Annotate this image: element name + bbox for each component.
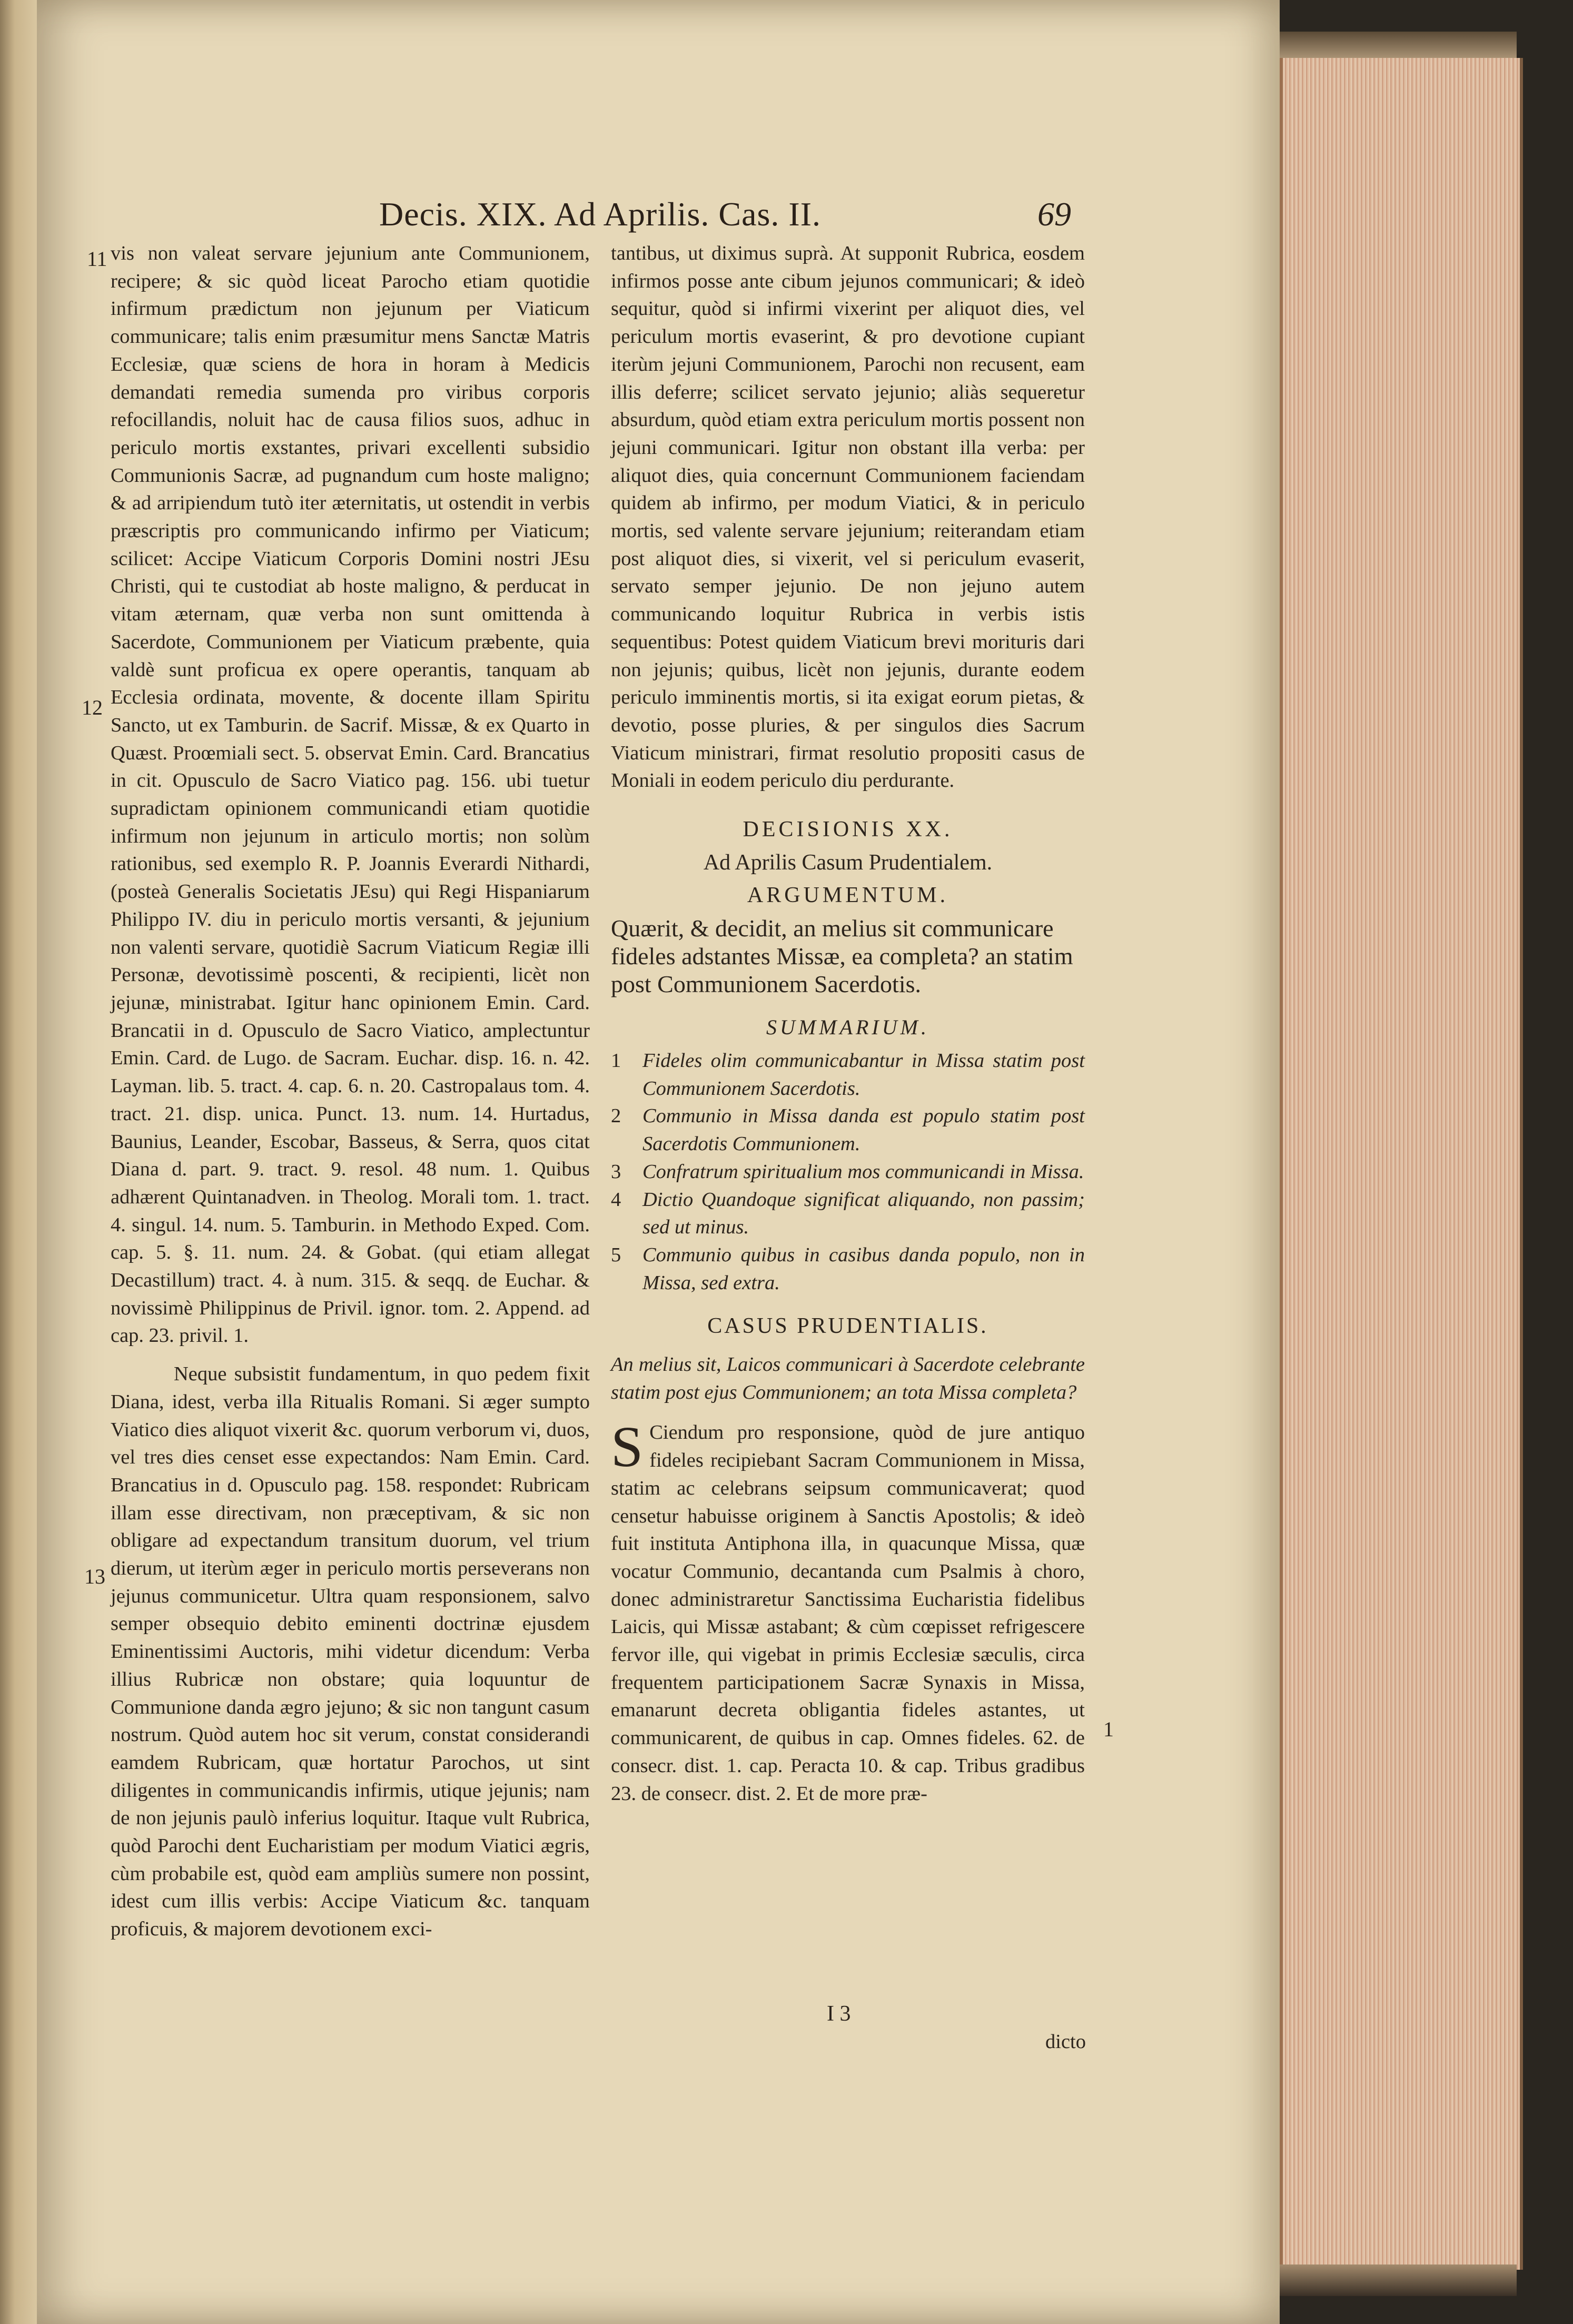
left-column [111,240,590,1943]
decision-subtitle: Ad Aprilis Casum Prudentialem. [703,850,993,875]
argument-title: ARGUMENTUM. [747,883,949,908]
margin-number-1: 1 [1103,1717,1114,1741]
summarium-item: 2 Communio in Missa danda est populo statim post Sacerdotis Communionem. [611,1105,1085,1155]
summarium-item: 5 Communio quibus in casibus danda populo, non in Missa, sed extra. [611,1243,1085,1294]
case-question: An melius sit, Laicos communicari à Sacerdote celebrante statim post ejus Communionem; an tota Missa completa? [611,1353,1085,1403]
summarium-item: 4 Dictio Quandoque significat aliquando, non passim; sed ut minus. [611,1188,1085,1239]
summarium-item: 3 Confratrum spiritualium mos communicandi in Missa. [611,1160,1084,1183]
page-block-bottom [1280,2264,1517,2296]
right-paragraph-1: tantibus, ut diximus suprà. At supponit Rubrica, eosdem infirmos posse ante cibum jejunos communicari; & ideò sequitur, quòd si infirmi vixerint per aliquot dies, vel periculum mortis evaserint, & pro devotione cupiant iterùm jejuni Communionem, Parochi non recusent, eam illis deferre; scilicet servato jejunio; aliàs sequeretur absurdum, quòd etiam extra periculum mortis possent non jejuni communicari. Igitur non obstant illa verba: per aliquot dies, quia concernunt Communionem faciendam quidem ab infirmo, per modum Viatici, & in periculo mortis, sed valente servare jejunium; reiterandam etiam post aliquot dies, si vixerit, vel si periculum evaserit, servato semper jejunio. De non jejuno autem communicando loquitur Rubrica in verbis istis sequentibus: Potest quidem Viaticum brevi morituris dari non jejunis; quibus, licèt non jejunis, durante eodem periculo imminentis mortis, si ita exigat eorum pietas, & devotio, posse pluries, & per singulos dies Sacrum Viaticum ministrari, firmat resolutio propositi casus de Moniali in eodem periculo diu perdurante. [611,242,1085,792]
right-column [611,240,1085,1807]
left-paragraph-1: vis non valeat servare jejunium ante Communionem, recipere; & sic quòd liceat Parocho etiam quotidie infirmum prædictum non jejunum per Viaticum communicare; talis enim præsumitur mens Sanctæ Matris Ecclesiæ, quæ sciens de hora in horam à Medicis demandati remedia sumenda pro viribus corporis refocillandis, noluit hac de causa filios suos, adhuc in periculo mortis exstantes, privari excellenti subsidio Communionis Sacræ, ad pugnandum cum hoste maligno; & ad arripiendum tutò iter æternitatis, ut ostendit in verbis præscriptis pro communicando infirmo per Viaticum; scilicet: Accipe Viaticum Corporis Domini nostri JEsu Christi, qui te custodiat ab hoste maligno, & perducat in vitam æternam, quæ verba non sunt omittenda à Sacerdote, Communionem per Viaticum præbente, quia valdè sunt proficua ex opere operantis, tanquam ab Ecclesia ordinata, movente, & docente illam Spiritu Sancto, ut ex Tamburin. de Sacrif. Missæ, & ex Quarto in Quæst. Proœmiali sect. 5. observat Emin. Card. Brancatius in cit. Opusculo de Sacro Viatico pag. 156. ubi tuetur supradictam opinionem communicandi etiam quotidie infirmum non jejunum in articulo mortis; non solùm rationibus, sed exemplo R. P. Joannis Everardi Nithardi, (posteà Generalis Societatis JEsu) qui Regi Hispaniarum Philippo IV. diu in periculo mortis versanti, & jejunium non valenti servare, quotidiè Sacrum Viaticum Regiæ illi Personæ, devotissimè poscenti, & recipienti, licèt non jejunæ, ministrabat. Igitur hanc opinionem Emin. Card. Brancatii in d. Opusculo de Sacro Viatico, amplectuntur Emin. Card. de Lugo. de Sacram. Euchar. disp. 16. n. 42. Layman. lib. 5. tract. 4. cap. 6. n. 20. Castropalaus tom. 4. tract. 21. disp. unica. Punct. 13. num. 14. Hurtadus, Baunius, Leander, Escobar, Basseus, & Serra, quos citat Diana d. part. 9. tract. 9. resol. 48 num. 1. Quibus adhærent Quintanadven. in Theolog. Morali tom. 1. tract. 4. singul. 14. num. 5. Tamburin. in Methodo Exped. Com. cap. 5. §. 11. num. 24. & Gobat. (qui etiam allegat Decastillum) tract. 4. à num. 315. & seqq. de Euchar. & novissimè Philippinus de Privil. ignor. tom. 2. Append. ad cap. 23. privil. 1. [111,242,590,1347]
catchword: dicto [1045,2031,1086,2053]
summarium-title: SUMMARIUM. [766,1015,929,1040]
summarium-list [611,1047,1085,1297]
margin-number-11: 11 [87,247,107,271]
page-block-edge [1280,58,1523,2270]
running-header [84,195,1095,242]
drop-cap: S [611,1415,644,1479]
right-paragraph-2: S Ciendum pro responsione, quòd de jure antiquo fideles recipiebant Sacram Communionem in Missa, statim ac celebrans seipsum communicaverat; quod censetur habuisse originem à Sanctis Apostolis; & ideò fuit instituta Antiphona illa, in quacunque Missa, quæ vocatur Communio, decantanda cum Psalmis à choro, donec administraretur Sanctissima Eucharistia fidelibus Laicis, qui Missæ astabant; & cùm cœpisset refrigescere fervor ille, qui vigebat in primis Ecclesiæ sæculis, circa frequentem participationem Sacræ Synaxis in Missa, emanarunt decreta obligantia fideles astantes, ut communicarent, de quibus in cap. Omnes fideles. 62. de consecr. dist. 1. cap. Peracta 10. & cap. Tribus gradibus 23. de consecr. dist. 2. Et de more præ- [611,1415,1085,1805]
previous-page-edge [0,0,37,2324]
casus-title: CASUS PRUDENTIALIS. [707,1314,988,1339]
left-paragraph-2: Neque subsistit fundamentum, in quo pedem fixit Diana, idest, verba illa Ritualis Romani. Si æger sumpto Viatico dies aliquot vixerit &c. quorum verborum vi, duos, vel tres dies censet esse expectandos: Nam Emin. Card. Brancatius in d. Opusculo pag. 158. respondet: Rubricam illam esse directivam, non præceptivam, & sic non obligare ad expectandum transitum duorum, vel trium dierum, ut iterùm æger in periculo mortis perseverans non jejunus communicetur. Ultra quam responsionem, salvo semper obsequio debito eminenti doctrinæ ejusdem Eminentissimi Auctoris, mihi videtur dicendum: Verba illius Rubricæ non obstare; quia loquuntur de Communione danda ægro jejuno; & sic non tangunt casum nostrum. Quòd autem hoc sit verum, constat considerandi eamdem Rubricam, quæ hortatur Parochos, ut sint diligentes in communicandis infirmis, utique jejunis; nam de non jejunis paulò inferius loquitur. Itaque vult Rubrica, quòd Parochi dent Eucharistiam per modum Viatici ægris, cùm probabile est, quòd eam ampliùs sumere non possint, idest cum illis verbis: Accipe Viaticum &c. tanquam proficuis, & majorem devotionem exci- [111,1363,590,1941]
summarium-item: 1 Fideles olim communicabantur in Missa statim post Communionem Sacerdotis. [611,1049,1085,1100]
signature-mark: I 3 [827,2002,851,2026]
argument-text: Quærit, & decidit, an melius sit communicare fideles adstantes Missæ, ea completa? an statim post Communionem Sacerdotis. [611,915,1073,997]
margin-number-13: 13 [84,1565,105,1588]
page-number: 69 [1037,195,1071,233]
decision-title: DECISIONIS XX. [743,817,953,842]
running-title: Decis. XIX. Ad Aprilis. Cas. II. [379,195,822,233]
margin-number-12: 12 [82,696,103,719]
